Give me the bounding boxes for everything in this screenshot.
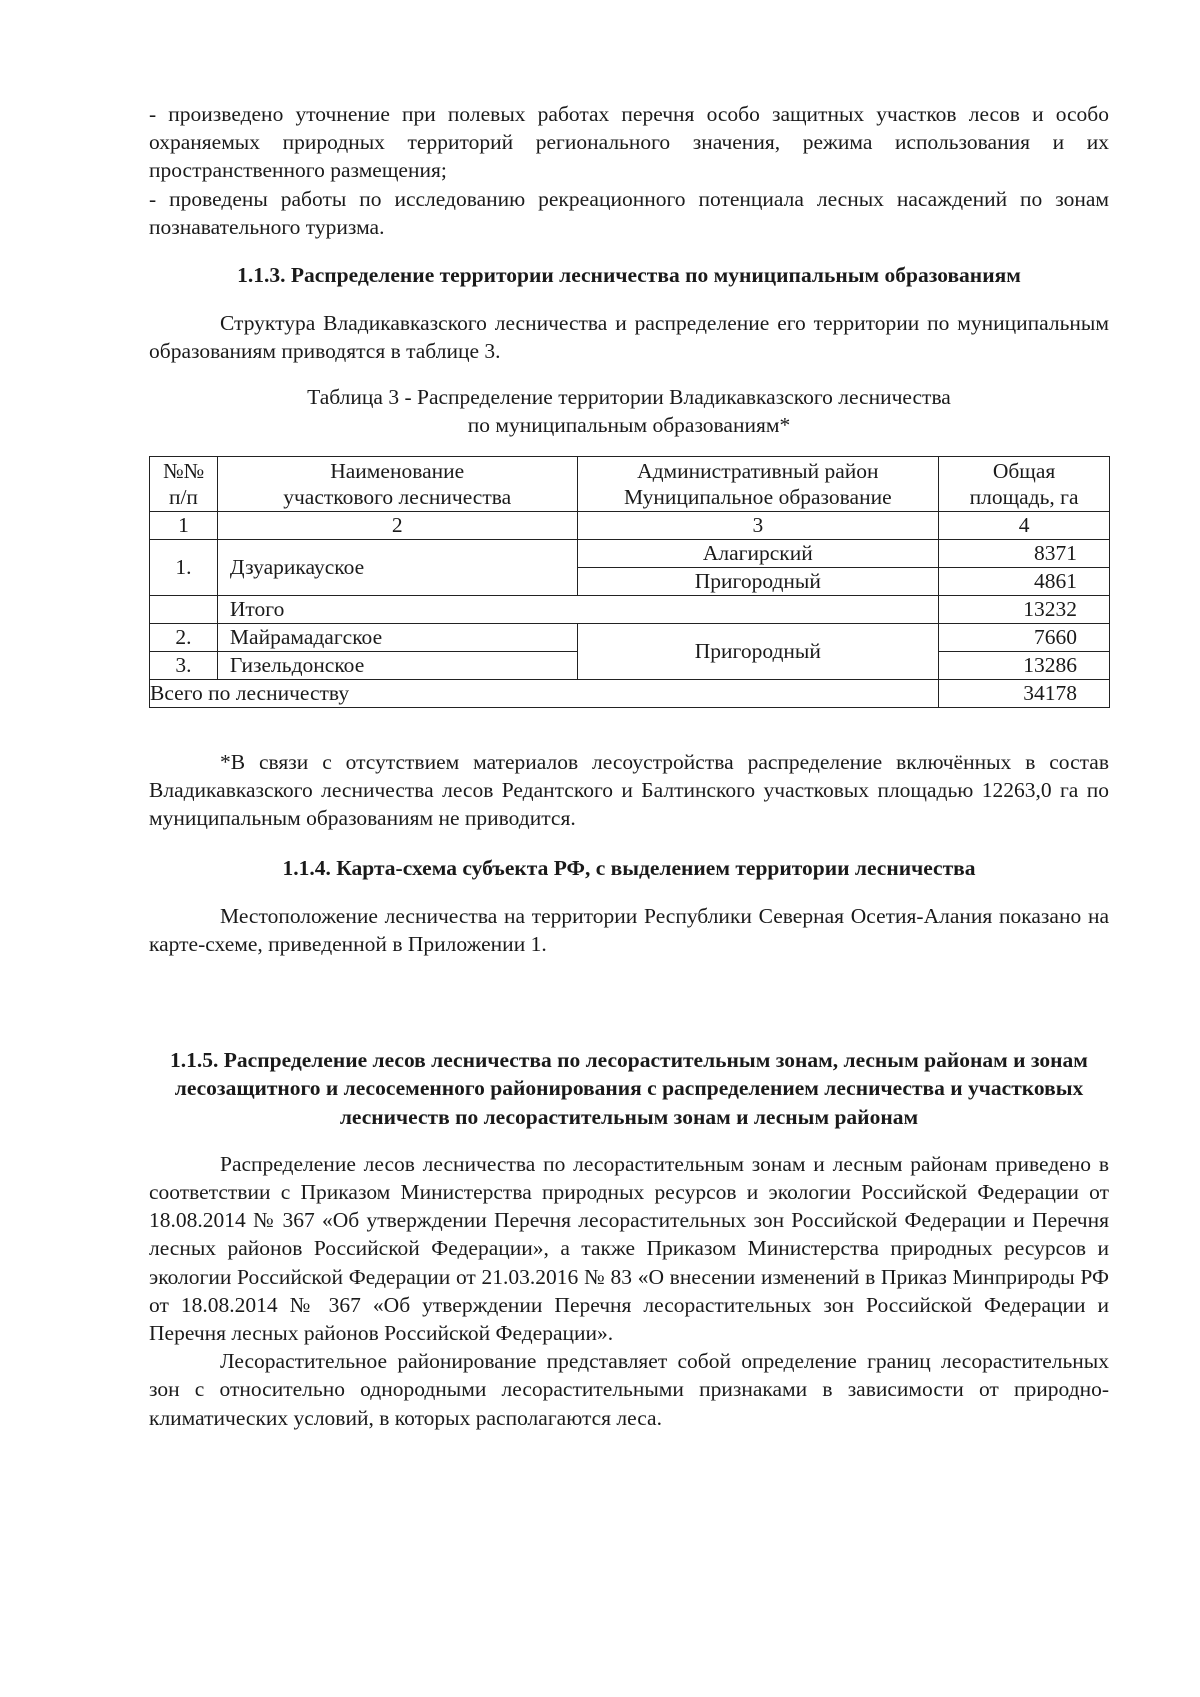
district-cell: Пригородный [577, 568, 939, 596]
area-cell: 4861 [939, 568, 1110, 596]
table-row [150, 540, 1110, 568]
section-heading-1-1-4: 1.1.4. Карта-схема субъекта РФ, с выделением территории лесничества [282, 855, 976, 880]
section-1-1-5-paragraph-2: Лесорастительное районирование представляет собой определение границ лесорастительных зон с относительно однородными лесорастительными признаками в зависимости от природно-климатических условий, в которых располагаются леса. [149, 1349, 1109, 1430]
section-heading-1-1-3: 1.1.3. Распределение территории лесничества по муниципальным образованиям [237, 263, 1021, 288]
subtotal-row [150, 596, 1110, 624]
row-number-cell: 2. [150, 624, 218, 652]
section-1-1-4-paragraph: Местоположение лесничества на территории Республики Северная Осетия-Алания показано на карте-схеме, приведенной в Приложении 1. [149, 903, 1109, 957]
table-header-row [150, 457, 1110, 512]
total-area: 34178 [939, 680, 1110, 708]
header-district: Административный район Муниципальное образование [577, 457, 939, 512]
forestry-name-cell: Майрамадагское [217, 624, 577, 652]
section-number: 1.1.3 [237, 263, 281, 288]
table-caption-line-1: Таблица 3 - Распределение территории Владикавказского лесничества [307, 384, 951, 409]
total-row [150, 680, 1110, 708]
area-cell: 7660 [939, 624, 1110, 652]
row-number-cell: 1. [150, 540, 218, 596]
district-cell: Алагирский [577, 540, 939, 568]
row-number-cell: 3. [150, 652, 218, 680]
forestry-name-cell: Гизельдонское [217, 652, 577, 680]
section-1-1-5-paragraph-1: Распределение лесов лесничества по лесорастительным зонам и лесным районам приведено в соответствии с Приказом Министерства природных ресурсов и экологии Российской Федерации от 18.08.2014 № 367 «Об утверждении Перечня лесорастительных зон Российской Федерации и Перечня лесных районов Российской Федерации», а также Приказом Министерства природных ресурсов и экологии Российской Федерации от 21.03.2016 № 83 «О внесении изменений в Приказ Минприроды РФ от 18.08.2014 № 367 «Об утверждении Перечня лесорастительных зон Российской Федерации и Перечня лесных районов Российской Федерации». [149, 1151, 1109, 1346]
area-cell: 13286 [939, 652, 1110, 680]
subtotal-label: Итого [217, 596, 938, 624]
column-number-cell: 2 [217, 512, 577, 540]
empty-cell [150, 596, 218, 624]
document-page [149, 100, 1109, 1432]
column-number-cell: 4 [939, 512, 1110, 540]
section-1-1-3-paragraph: Структура Владикавказского лесничества и распределение его территории по муниципальным образованиям приводятся в таблице 3. [149, 311, 1109, 364]
area-cell: 8371 [939, 540, 1110, 568]
forestry-name-cell: Дзуарикауское [217, 540, 577, 596]
total-label: Всего по лесничеству [150, 680, 939, 708]
section-title: Распределение территории лесничества по муниципальным образованиям [290, 263, 1021, 288]
subtotal-area: 13232 [939, 596, 1110, 624]
section-heading-1-1-5: 1.1.5. Распределение лесов лесничества по лесорастительным зонам, лесным районам и зонам лесозащитного и лесосеменного районирования с распределением лесничества и участковых лесничеств по лесорастительным зонам и лесным районам [170, 1048, 1088, 1129]
header-area: Общая площадь, га [939, 457, 1110, 512]
distribution-table [149, 456, 1110, 708]
table-caption [149, 383, 1109, 439]
column-number-cell: 1 [150, 512, 218, 540]
intro-paragraph-1: - произведено уточнение при полевых работах перечня особо защитных участков лесов и особо охраняемых природных территорий регионального значения, режима использования и их пространственного размещения; [149, 102, 1109, 183]
column-number-row [150, 512, 1110, 540]
table-row [150, 624, 1110, 652]
table-footnote: *В связи с отсутствием материалов лесоустройства распределение включённых в состав Владикавказского лесничества лесов Редантского и Балтинского участковых площадью 12263,0 га по муниципальным образованиям не приводится. [149, 750, 1109, 831]
district-cell: Пригородный [577, 624, 939, 680]
header-number: №№ п/п [150, 457, 218, 512]
table-caption-line-2: по муниципальным образованиям* [467, 412, 791, 437]
column-number-cell: 3 [577, 512, 939, 540]
intro-paragraph-2: - проведены работы по исследованию рекреационного потенциала лесных насаждений по зонам познавательного туризма. [149, 186, 1109, 239]
header-forestry-name: Наименование участкового лесничества [217, 457, 577, 512]
